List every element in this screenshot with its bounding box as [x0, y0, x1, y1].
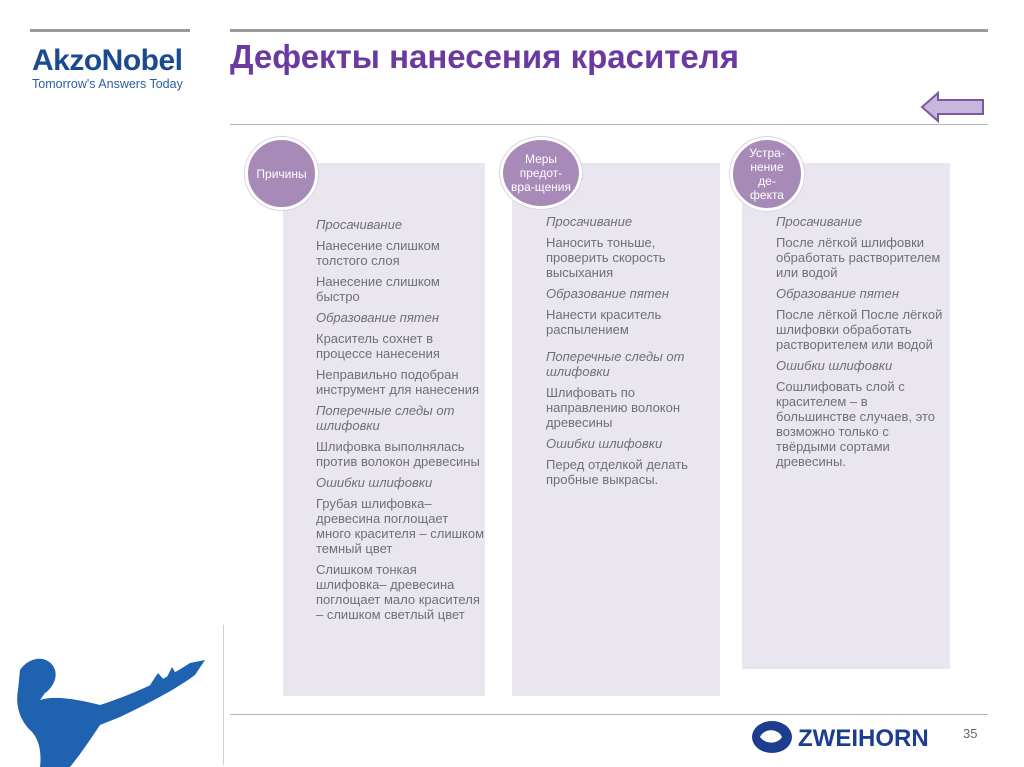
- causes-list: [316, 217, 486, 628]
- decor-divider: [223, 625, 224, 765]
- defect-heading: Ошибки шлифовки: [776, 358, 893, 373]
- prevention-list: [546, 214, 716, 493]
- logo-tagline: Tomorrow's Answers Today: [32, 77, 183, 91]
- akzonobel-figure-mark: [0, 645, 215, 767]
- footer-rule: [230, 714, 988, 715]
- defect-heading: Образование пятен: [776, 286, 899, 301]
- list-item: Нанесение слишком толстого слоя: [316, 238, 440, 268]
- remedy-circle-label: Устра-нение де-фекта: [749, 146, 785, 202]
- causes-circle: [245, 137, 318, 210]
- list-item: Перед отделкой делать пробные выкрасы.: [546, 457, 688, 487]
- prevention-circle: [500, 137, 582, 209]
- title-top-rule: [230, 29, 988, 32]
- list-item: Нанести краситель распылением: [546, 307, 662, 337]
- list-item: После лёгкой После лёгкой шлифовки обработать растворителем или водой: [776, 307, 943, 352]
- prevention-circle-label: Меры предот-вра-щения: [511, 152, 571, 194]
- list-item: Наносить тоньше, проверить скорость высыхания: [546, 235, 666, 280]
- list-item: Шлифовка выполнялась против волокон древесины: [316, 439, 480, 469]
- causes-circle-label: Причины: [256, 166, 307, 181]
- list-item: Краситель сохнет в процессе нанесения: [316, 331, 440, 361]
- list-item: Неправильно подобран инструмент для нанесения: [316, 367, 480, 397]
- zweihorn-logo-text: ZWEIHORN: [798, 725, 929, 752]
- page-title: Дефекты нанесения красителя: [230, 38, 739, 75]
- list-item: Сошлифовать слой с красителем – в большинстве случаев, это возможно только с твёрдыми сортами древесины.: [776, 379, 936, 469]
- list-item: Грубая шлифовка– древесина поглощает много красителя – слишком темный цвет: [316, 496, 485, 556]
- defect-heading: Просачивание: [316, 217, 403, 232]
- page-number: 35: [963, 726, 978, 741]
- defect-heading: Просачивание: [546, 214, 633, 229]
- remedy-list: [776, 214, 946, 475]
- list-item: После лёгкой шлифовки обработать растворителем или водой: [776, 235, 941, 280]
- defect-heading: Ошибки шлифовки: [316, 475, 433, 490]
- list-item: Слишком тонкая шлифовка– древесина поглощает мало красителя – слишком светлый цвет: [316, 562, 480, 622]
- defect-heading: Просачивание: [776, 214, 863, 229]
- defect-heading: Образование пятен: [316, 310, 439, 325]
- akzonobel-logo: AkzoNobel: [32, 44, 183, 77]
- defect-heading: Поперечные следы от шлифовки: [316, 403, 455, 433]
- logo-top-rule: [30, 29, 190, 32]
- remedy-circle: [730, 137, 804, 211]
- list-item: Нанесение слишком быстро: [316, 274, 440, 304]
- defect-heading: Поперечные следы от шлифовки: [546, 349, 685, 379]
- content-top-rule: [230, 124, 988, 125]
- defect-heading: Ошибки шлифовки: [546, 436, 663, 451]
- back-arrow-icon[interactable]: [920, 90, 986, 124]
- list-item: Шлифовать по направлению волокон древесины: [546, 385, 681, 430]
- zweihorn-logo: [750, 718, 960, 756]
- defect-heading: Образование пятен: [546, 286, 669, 301]
